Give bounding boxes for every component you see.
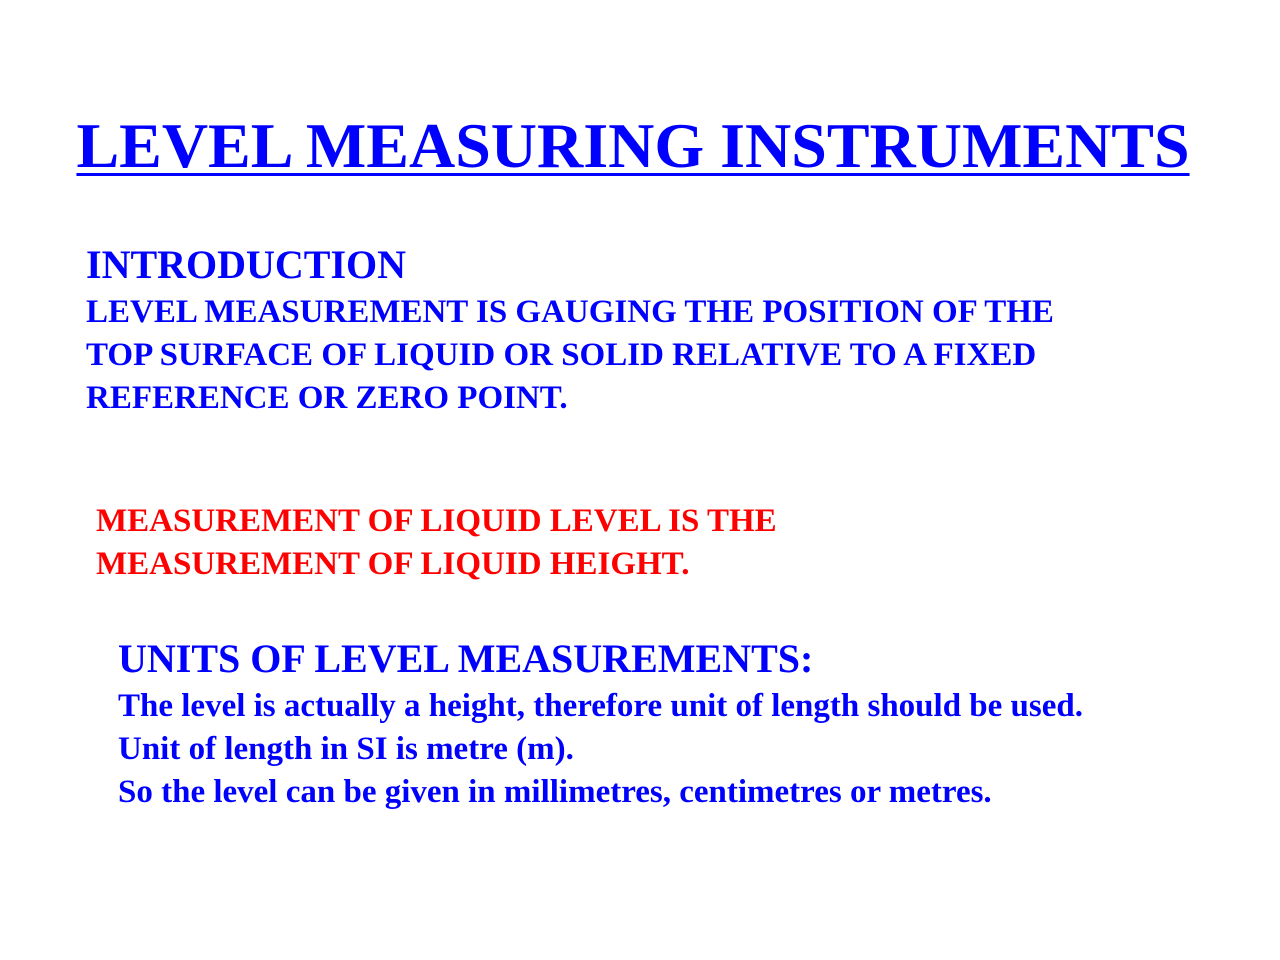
introduction-text [86, 291, 1054, 420]
introduction-line: TOP SURFACE OF LIQUID OR SOLID RELATIVE TO A FIXED [86, 337, 1037, 373]
units-line: Unit of length in SI is metre (m). [118, 731, 574, 767]
units-line: So the level can be given in millimetres, centimetres or metres. [118, 774, 992, 810]
liquid-level-statement [96, 500, 777, 586]
liquid-level-line: MEASUREMENT OF LIQUID HEIGHT. [96, 546, 690, 582]
units-text [118, 685, 1083, 814]
liquid-level-line: MEASUREMENT OF LIQUID LEVEL IS THE [96, 503, 777, 539]
units-heading: UNITS OF LEVEL MEASUREMENTS: [118, 636, 814, 681]
introduction-heading: INTRODUCTION [86, 242, 407, 287]
introduction-line: REFERENCE OR ZERO POINT. [86, 380, 568, 416]
introduction-line: LEVEL MEASUREMENT IS GAUGING THE POSITION OF THE [86, 294, 1054, 330]
slide-title: LEVEL MEASURING INSTRUMENTS [76, 110, 1190, 181]
units-line: The level is actually a height, therefore unit of length should be used. [118, 688, 1083, 724]
